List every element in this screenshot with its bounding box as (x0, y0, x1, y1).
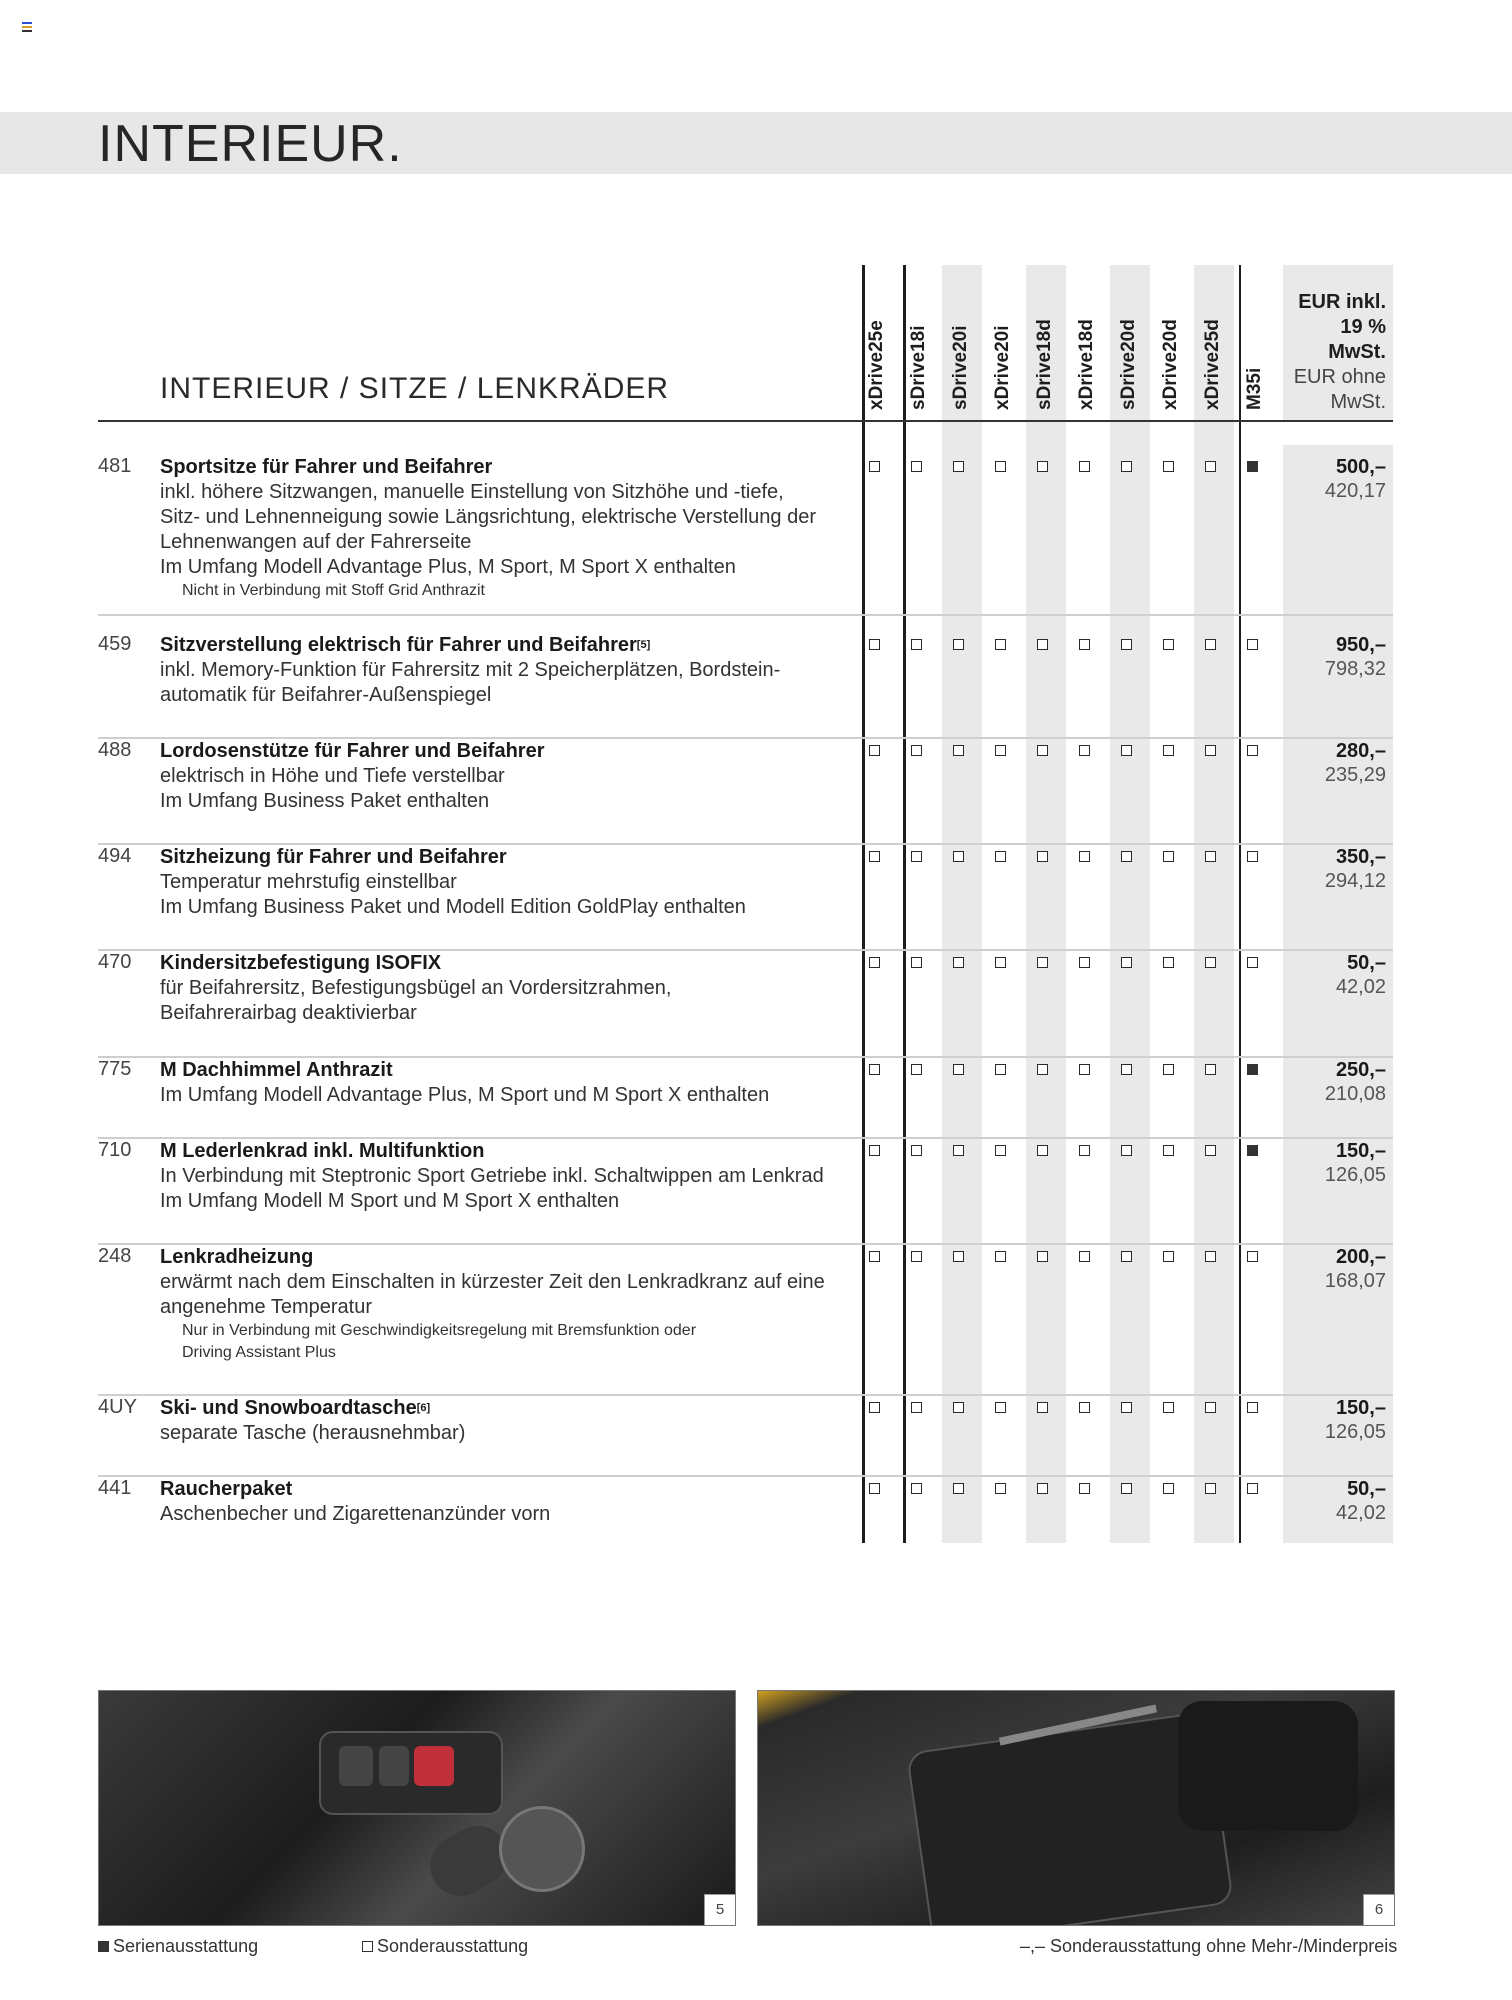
option-detail: inkl. höhere Sitzwangen, manuelle Einstellung von Sitzhöhe und -tiefe, (160, 481, 784, 503)
option-detail: Aschenbecher und Zigarettenanzünder vorn (160, 1503, 551, 1525)
optional-mark (1163, 1145, 1174, 1156)
option-detail: Temperatur mehrstufig einstellbar (160, 871, 457, 893)
price-excl: 420,17 (1324, 480, 1386, 502)
optional-mark (911, 851, 922, 862)
optional-mark (1205, 1483, 1216, 1494)
option-description (160, 1396, 930, 1446)
optional-mark (869, 1402, 880, 1413)
price-excl: 126,05 (1324, 1164, 1386, 1186)
optional-mark (911, 639, 922, 650)
optional-mark (869, 745, 880, 756)
option-code: 481 (98, 455, 132, 477)
optional-mark (1079, 957, 1090, 968)
optional-mark (1247, 1251, 1258, 1262)
optional-mark (1121, 851, 1132, 862)
optional-mark (1247, 1402, 1258, 1413)
optional-mark (1163, 957, 1174, 968)
optional-mark (995, 639, 1006, 650)
optional-mark (1121, 1402, 1132, 1413)
optional-mark (1079, 639, 1090, 650)
option-name: Raucherpaket (160, 1478, 293, 1500)
optional-mark (1121, 1251, 1132, 1262)
optional-mark (995, 745, 1006, 756)
optional-mark (1205, 639, 1216, 650)
optional-mark (1079, 1251, 1090, 1262)
model-header: xDrive20d (1160, 319, 1181, 410)
price-incl: 150,– (1335, 1397, 1386, 1419)
option-row (98, 1245, 1393, 1396)
price-incl: 950,– (1335, 634, 1386, 656)
footnote-ref: [5] (636, 639, 651, 651)
optional-mark (1163, 461, 1174, 472)
option-description (160, 455, 930, 602)
option-description (160, 1058, 930, 1108)
optional-mark (953, 1145, 964, 1156)
optional-mark (1121, 957, 1132, 968)
optional-mark (869, 1064, 880, 1075)
optional-mark (911, 1402, 922, 1413)
optional-mark (869, 461, 880, 472)
option-note: Nur in Verbindung mit Geschwindigkeitsregelung mit Bremsfunktion oder (182, 1322, 697, 1339)
optional-mark (1079, 851, 1090, 862)
photo-number: 5 (704, 1894, 735, 1925)
optional-mark (953, 1064, 964, 1075)
optional-mark (911, 1483, 922, 1494)
optional-mark (869, 1251, 880, 1262)
option-code: 488 (98, 739, 132, 761)
optional-mark (1205, 1145, 1216, 1156)
option-detail: separate Tasche (herausnehmbar) (160, 1422, 466, 1444)
optional-mark (995, 461, 1006, 472)
option-price (1283, 739, 1386, 787)
optional-mark (995, 851, 1006, 862)
option-detail: Im Umfang Modell M Sport und M Sport X enthalten (160, 1190, 620, 1212)
optional-mark (953, 851, 964, 862)
optional-mark (1163, 1483, 1174, 1494)
optional-mark (1121, 1145, 1132, 1156)
optional-mark (1037, 1145, 1048, 1156)
option-detail: In Verbindung mit Steptronic Sport Getriebe inkl. Schaltwippen am Lenkrad (160, 1165, 824, 1187)
optional-mark (1163, 639, 1174, 650)
optional-mark (911, 957, 922, 968)
price-incl: 150,– (1335, 1140, 1386, 1162)
price-excl: 210,08 (1324, 1083, 1386, 1105)
optional-mark (1247, 851, 1258, 862)
option-row (98, 845, 1393, 951)
option-detail: Sitz- und Lehnenneigung sowie Längsrichtung, elektrische Verstellung der (160, 506, 816, 528)
empty-square-icon (362, 1941, 373, 1952)
optional-mark (911, 1251, 922, 1262)
optional-mark (1163, 851, 1174, 862)
option-row (98, 1139, 1393, 1245)
page-title: INTERIEUR. (98, 115, 403, 173)
optional-mark (911, 461, 922, 472)
optional-mark (869, 851, 880, 862)
photo-seat-controls (98, 1690, 736, 1926)
optional-mark (1205, 745, 1216, 756)
filled-square-icon (98, 1941, 109, 1952)
option-detail: erwärmt nach dem Einschalten in kürzester Zeit den Lenkradkranz auf eine (160, 1271, 825, 1293)
price-incl: 50,– (1347, 1478, 1386, 1500)
optional-mark (1079, 1483, 1090, 1494)
optional-mark (953, 461, 964, 472)
optional-mark (1037, 639, 1048, 650)
optional-mark (1205, 1251, 1216, 1262)
header-gap (1283, 420, 1393, 445)
optional-mark (911, 1145, 922, 1156)
option-code: 470 (98, 951, 132, 973)
price-excl: 126,05 (1324, 1421, 1386, 1443)
model-header: sDrive18d (1034, 319, 1055, 410)
optional-mark (953, 639, 964, 650)
option-name: Lordosenstütze für Fahrer und Beifahrer (160, 740, 545, 762)
price-incl: 350,– (1335, 846, 1386, 868)
optional-mark (995, 957, 1006, 968)
optional-mark (1037, 851, 1048, 862)
optional-mark (1079, 1145, 1090, 1156)
option-description (160, 1477, 930, 1527)
option-row (98, 739, 1393, 845)
price-excl: 798,32 (1324, 658, 1386, 680)
menu-icon[interactable] (22, 22, 32, 32)
price-incl: 500,– (1335, 456, 1386, 478)
header-rule (98, 420, 1393, 422)
option-name: Sitzheizung für Fahrer und Beifahrer (160, 846, 507, 868)
option-detail: Im Umfang Modell Advantage Plus, M Sport und M Sport X enthalten (160, 1084, 770, 1106)
optional-mark (1121, 461, 1132, 472)
option-name: Sitzverstellung elektrisch für Fahrer und Beifahrer[5] (160, 634, 651, 656)
option-name: M Lederlenkrad inkl. Multifunktion (160, 1140, 485, 1162)
option-code: 459 (98, 633, 132, 655)
optional-mark (1205, 1064, 1216, 1075)
option-description (160, 739, 930, 814)
optional-mark (953, 957, 964, 968)
legend-standard: Serienausstattung (98, 1936, 258, 1957)
optional-mark (1079, 745, 1090, 756)
optional-mark (953, 745, 964, 756)
optional-mark (1205, 957, 1216, 968)
option-name: Sportsitze für Fahrer und Beifahrer (160, 456, 493, 478)
price-header (1283, 290, 1386, 415)
model-header: xDrive25d (1202, 319, 1223, 410)
option-detail: Im Umfang Modell Advantage Plus, M Sport, M Sport X enthalten (160, 556, 736, 578)
option-detail: Im Umfang Business Paket und Modell Edition GoldPlay enthalten (160, 896, 746, 918)
optional-mark (1079, 1402, 1090, 1413)
standard-mark (1247, 1145, 1258, 1156)
optional-mark (869, 1483, 880, 1494)
model-header: sDrive18i (908, 325, 929, 410)
option-note: Nicht in Verbindung mit Stoff Grid Anthrazit (182, 582, 485, 599)
optional-mark (1079, 461, 1090, 472)
option-name: M Dachhimmel Anthrazit (160, 1059, 393, 1081)
optional-mark (1121, 745, 1132, 756)
optional-mark (1121, 1483, 1132, 1494)
optional-mark (1121, 639, 1132, 650)
footnote-ref: [6] (416, 1402, 431, 1414)
optional-mark (1079, 1064, 1090, 1075)
optional-mark (911, 1064, 922, 1075)
optional-mark (1037, 745, 1048, 756)
legend-optional: Sonderausstattung (362, 1936, 528, 1957)
model-header: sDrive20d (1118, 319, 1139, 410)
option-code: 775 (98, 1058, 132, 1080)
option-row (98, 1396, 1393, 1477)
optional-mark (1247, 1483, 1258, 1494)
optional-mark (1247, 957, 1258, 968)
model-header: xDrive25e (866, 320, 887, 410)
option-description (160, 951, 930, 1026)
standard-mark (1247, 1064, 1258, 1075)
option-price (1283, 845, 1386, 893)
option-price (1283, 1396, 1386, 1444)
option-detail: Im Umfang Business Paket enthalten (160, 790, 490, 812)
model-header: M35i (1244, 367, 1265, 410)
price-incl: 50,– (1347, 952, 1386, 974)
price-excl: 168,07 (1324, 1270, 1386, 1292)
optional-mark (869, 1145, 880, 1156)
option-row (98, 633, 1393, 739)
optional-mark (1037, 1483, 1048, 1494)
standard-mark (1247, 461, 1258, 472)
option-detail: elektrisch in Höhe und Tiefe verstellbar (160, 765, 505, 787)
optional-mark (1037, 461, 1048, 472)
model-header: xDrive20i (992, 325, 1013, 410)
optional-mark (1205, 461, 1216, 472)
optional-mark (995, 1064, 1006, 1075)
optional-mark (1121, 1064, 1132, 1075)
option-price (1283, 1139, 1386, 1187)
option-row (98, 951, 1393, 1058)
option-price (1283, 1245, 1386, 1293)
option-detail: automatik für Beifahrer-Außenspiegel (160, 684, 492, 706)
optional-mark (1163, 1064, 1174, 1075)
price-incl: 250,– (1335, 1059, 1386, 1081)
optional-mark (1247, 745, 1258, 756)
option-price (1283, 1477, 1386, 1525)
optional-mark (995, 1402, 1006, 1413)
price-header-incl: EUR inkl. 19 % MwSt. (1298, 291, 1386, 363)
photo-number: 6 (1363, 1894, 1394, 1925)
legend-no-charge: –,– Sonderausstattung ohne Mehr-/Minderpreis (1020, 1936, 1398, 1956)
optional-mark (995, 1145, 1006, 1156)
option-name: Kindersitzbefestigung ISOFIX (160, 952, 442, 974)
optional-mark (869, 639, 880, 650)
option-code: 710 (98, 1139, 132, 1161)
option-row (98, 1477, 1393, 1543)
option-detail: Beifahrerairbag deaktivierbar (160, 1002, 417, 1024)
model-header: xDrive18d (1076, 319, 1097, 410)
section-title: INTERIEUR / SITZE / LENKRÄDER (160, 372, 670, 405)
option-code: 441 (98, 1477, 132, 1499)
optional-mark (995, 1483, 1006, 1494)
price-excl: 294,12 (1324, 870, 1386, 892)
price-incl: 200,– (1335, 1246, 1386, 1268)
option-name: Ski- und Snowboardtasche[6] (160, 1397, 431, 1419)
option-price (1283, 951, 1386, 999)
optional-mark (1205, 1402, 1216, 1413)
optional-mark (953, 1251, 964, 1262)
price-header-excl: EUR ohne MwSt. (1293, 366, 1386, 413)
price-excl: 235,29 (1324, 764, 1386, 786)
option-price (1283, 1058, 1386, 1106)
option-row (98, 455, 1393, 616)
optional-mark (1247, 639, 1258, 650)
option-detail: für Beifahrersitz, Befestigungsbügel an Vordersitzrahmen, (160, 977, 672, 999)
optional-mark (1163, 1402, 1174, 1413)
option-description (160, 1245, 930, 1364)
optional-mark (911, 745, 922, 756)
option-price (1283, 455, 1386, 503)
model-header: sDrive20i (950, 325, 971, 410)
optional-mark (1205, 851, 1216, 862)
price-incl: 280,– (1335, 740, 1386, 762)
option-detail: Lehnenwangen auf der Fahrerseite (160, 531, 472, 553)
option-description (160, 845, 930, 920)
photo-ski-bag (757, 1690, 1395, 1926)
option-code: 494 (98, 845, 132, 867)
optional-mark (1037, 957, 1048, 968)
option-row (98, 1058, 1393, 1139)
option-name: Lenkradheizung (160, 1246, 314, 1268)
price-excl: 42,02 (1335, 976, 1386, 998)
optional-mark (953, 1483, 964, 1494)
option-code: 248 (98, 1245, 132, 1267)
option-description (160, 1139, 930, 1214)
optional-mark (995, 1251, 1006, 1262)
price-excl: 42,02 (1335, 1502, 1386, 1524)
optional-mark (1037, 1251, 1048, 1262)
optional-mark (1037, 1402, 1048, 1413)
optional-mark (1037, 1064, 1048, 1075)
optional-mark (1163, 1251, 1174, 1262)
option-detail: inkl. Memory-Funktion für Fahrersitz mit 2 Speicherplätzen, Bordstein- (160, 659, 781, 681)
option-code: 4UY (98, 1396, 137, 1418)
row-divider (98, 614, 1393, 616)
optional-mark (953, 1402, 964, 1413)
optional-mark (1163, 745, 1174, 756)
option-detail: angenehme Temperatur (160, 1296, 372, 1318)
option-description (160, 633, 930, 708)
optional-mark (869, 957, 880, 968)
option-price (1283, 633, 1386, 681)
option-note: Driving Assistant Plus (182, 1344, 336, 1361)
